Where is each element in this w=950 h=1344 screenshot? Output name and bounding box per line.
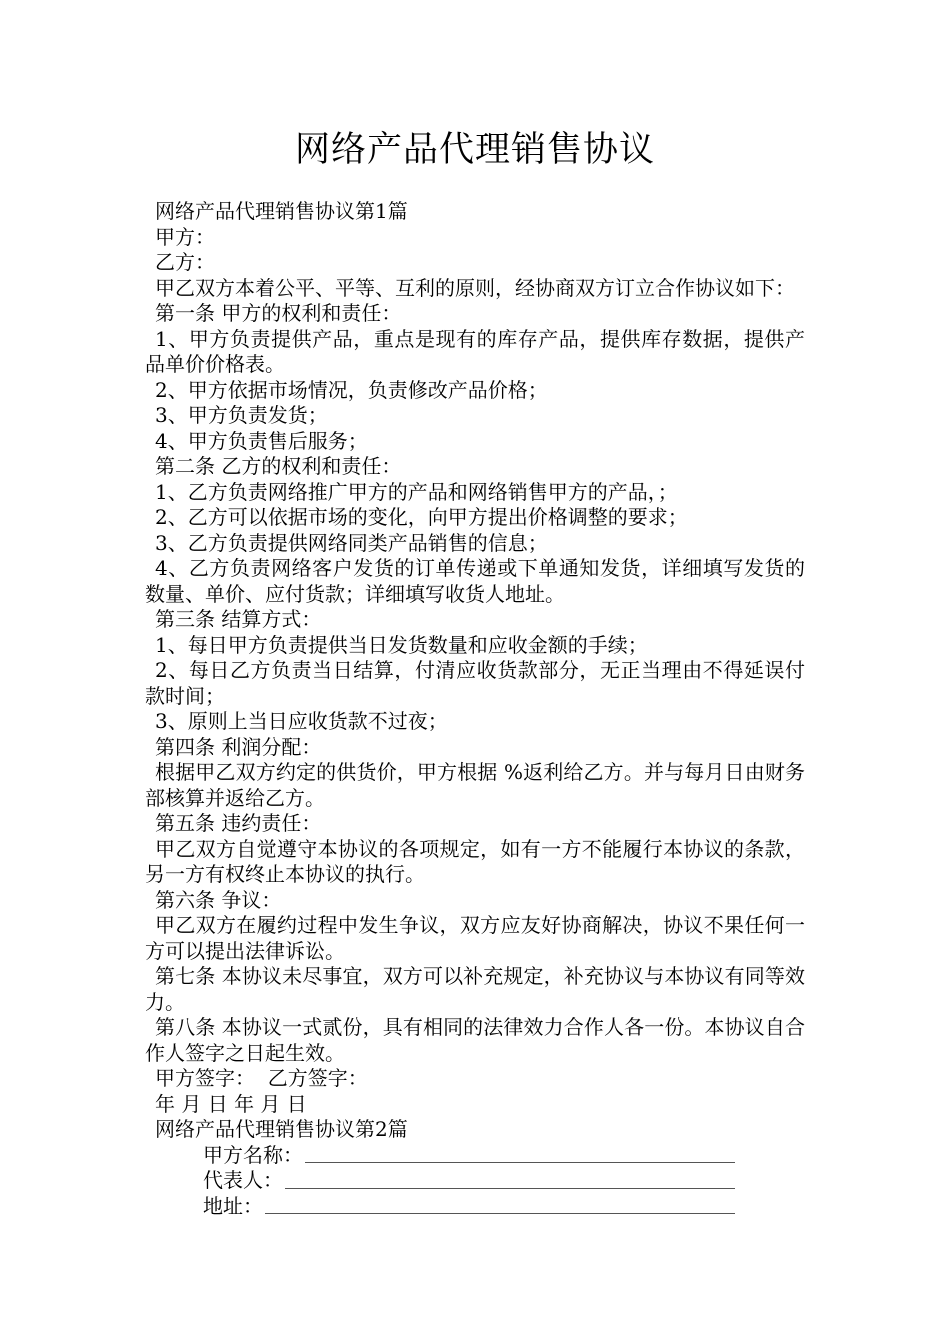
paragraph: 4、甲方负责售后服务；	[155, 428, 368, 453]
paragraph: 1、甲方负责提供产品，重点是现有的库存产品，提供库存数据，提供产品单价价格表。	[145, 326, 805, 376]
paragraph: 网络产品代理销售协议第1篇	[155, 199, 408, 223]
signature-line: 甲方签字： 乙方签字：	[155, 1066, 368, 1090]
paragraph: 3、原则上当日应收货款不过夜；	[155, 709, 448, 733]
paragraph: 甲乙双方在履约过程中发生争议，双方应友好协商解决，协议不果任何一方可以提出法律诉讼。	[145, 913, 805, 963]
paragraph: 4、乙方负责网络客户发货的订单传递或下单通知发货，详细填写发货的数量、单价、应付货款；详细填写收货人地址。	[145, 556, 805, 606]
paragraph: 第五条 违约责任：	[155, 811, 322, 835]
document-body	[145, 199, 805, 1219]
paragraph: 乙方：	[155, 250, 215, 274]
paragraph: 甲方：	[155, 224, 215, 249]
fill-in-line[interactable]	[265, 1213, 735, 1214]
paragraph: 1、乙方负责网络推广甲方的产品和网络销售甲方的产品，；	[155, 479, 678, 504]
representative-field[interactable]	[203, 1168, 735, 1194]
paragraph: 2、甲方依据市场情况，负责修改产品价格；	[155, 377, 548, 402]
fill-in-line[interactable]	[285, 1188, 735, 1189]
paragraph: 根据甲乙双方约定的供货价，甲方根据 %返利给乙方。并与每月日由财务部核算并返给乙方。	[145, 760, 805, 810]
part2-heading: 网络产品代理销售协议第2篇	[155, 1117, 408, 1141]
paragraph: 甲乙双方本着公平、平等、互利的原则，经协商双方订立合作协议如下：	[155, 275, 795, 300]
paragraph: 第八条 本协议一式贰份，具有相同的法律效力合作人各一份。本协议自合作人签字之日起生效。	[145, 1015, 805, 1065]
paragraph: 第四条 利润分配：	[155, 734, 322, 759]
party-a-name-field[interactable]	[203, 1143, 735, 1169]
field-label: 甲方名称：	[203, 1142, 303, 1167]
paragraph: 第一条 甲方的权利和责任：	[155, 301, 402, 325]
paragraph: 第七条 本协议未尽事宜，双方可以补充规定，补充协议与本协议有同等效力。	[145, 964, 805, 1014]
fill-in-line[interactable]	[305, 1162, 735, 1163]
paragraph: 3、乙方负责提供网络同类产品销售的信息；	[155, 530, 548, 555]
paragraph: 2、每日乙方负责当日结算，付清应收货款部分，无正当理由不得延误付款时间；	[145, 658, 805, 708]
paragraph: 第六条 争议：	[155, 887, 282, 912]
paragraph: 3、甲方负责发货；	[155, 403, 328, 427]
field-label: 代表人：	[203, 1168, 283, 1192]
address-field[interactable]	[203, 1194, 735, 1220]
field-label: 地址：	[203, 1193, 263, 1218]
paragraph: 第三条 结算方式：	[155, 607, 322, 631]
paragraph: 第二条 乙方的权利和责任：	[155, 454, 402, 478]
date-line: 年 月 日 年 月 日	[155, 1091, 307, 1116]
document-title: 网络产品代理销售协议	[294, 130, 655, 170]
paragraph: 甲乙双方自觉遵守本协议的各项规定，如有一方不能履行本协议的条款，另一方有权终止本协议的执行。	[145, 836, 805, 886]
paragraph: 2、乙方可以依据市场的变化，向甲方提出价格调整的要求；	[155, 505, 688, 529]
paragraph: 1、每日甲方负责提供当日发货数量和应收金额的手续；	[155, 632, 648, 657]
